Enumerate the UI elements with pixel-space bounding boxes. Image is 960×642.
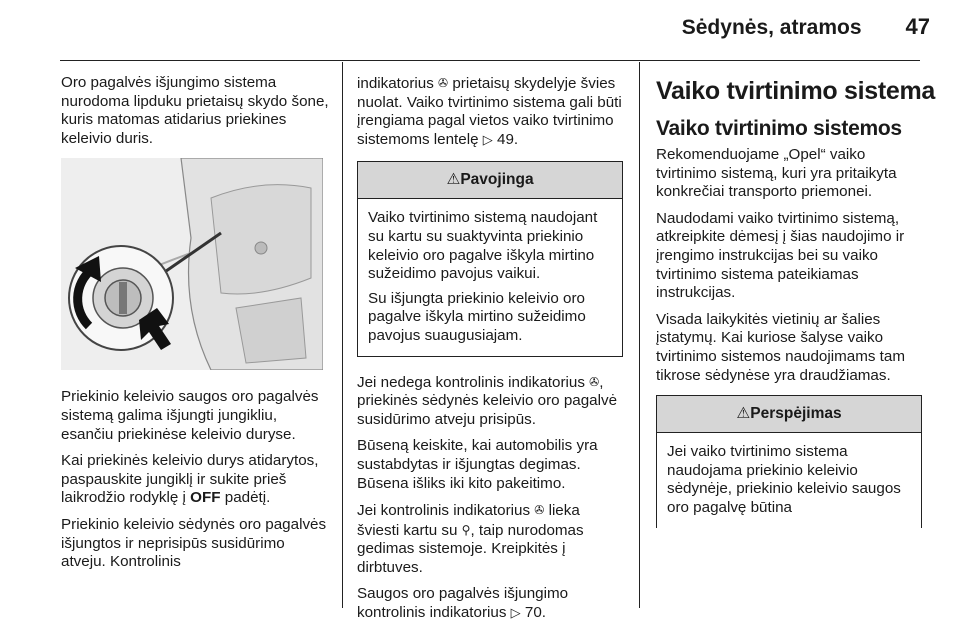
paragraph: indikatorius ✇ prietaisų skydelyje švies nuolat. Vaiko tvirtinimo sistema gali būti įrengiama pagal vietos vaiko tvirtinimo sistemoms lentelę ▷ 49. bbox=[357, 75, 622, 148]
column-divider-2 bbox=[639, 62, 640, 608]
paragraph: Jei kontrolinis indikatorius ✇ lieka šviesti kartu su ⚲, taip nurodomas gedimas sistemoje. Kreipkitės į dirbtuves. bbox=[357, 502, 584, 576]
warning-triangle-icon: ⚠ bbox=[446, 171, 461, 189]
section-heading: Vaiko tvirtinimo sistema bbox=[656, 77, 936, 105]
airbag-off-indicator-icon: ✇ bbox=[589, 374, 600, 389]
paragraph: Priekinio keleivio saugos oro pagalvės sistemą galima išjungti jungikliu, esančiu priekinėse keleivio duryse. bbox=[61, 388, 319, 443]
header-rule bbox=[60, 60, 920, 61]
page-ref-link[interactable]: 70. bbox=[524, 604, 546, 622]
paragraph: Saugos oro pagalvės išjungimo kontrolinis indikatorius ▷ 70. bbox=[357, 585, 569, 622]
paragraph: Naudodami vaiko tvirtinimo sistemą, atkreipkite dėmesį į šias naudojimo ir įrengimo instrukcijas bei su vaiko tvirtinimo sistema pateikiamas instrukcijas. bbox=[656, 209, 905, 302]
off-keyword: OFF bbox=[190, 489, 221, 507]
danger-warning-box bbox=[357, 161, 623, 356]
paragraph: Jei nedega kontrolinis indikatorius ✇, priekinės sėdynės keleivio oro pagalvė susidūrimo atveju prisipūs. bbox=[357, 373, 618, 428]
section-title: Sėdynės, atramos bbox=[681, 16, 862, 39]
paragraph: Jei vaiko tvirtinimo sistema naudojama priekinio keleivio sėdynėje, priekinio keleivio saugos oro pagalvę būtina bbox=[667, 443, 901, 516]
page-ref-link[interactable]: 49. bbox=[497, 130, 519, 148]
page-ref-arrow-icon: ▷ bbox=[510, 605, 521, 621]
subsection-heading: Vaiko tvirtinimo sistemos bbox=[656, 117, 902, 140]
paragraph: Rekomenduojame „Opel“ vaiko tvirtinimo sistemą, kuri yra pritaikyta konkrečiai transporto priemonei. bbox=[656, 146, 897, 201]
caution-box bbox=[656, 395, 922, 527]
warning-body bbox=[358, 199, 622, 355]
airbag-off-indicator-icon: ✇ bbox=[534, 503, 545, 518]
column-3 bbox=[656, 76, 936, 544]
warning-title: ⚠Pavojinga bbox=[358, 162, 622, 199]
warning-triangle-icon: ⚠ bbox=[736, 405, 751, 423]
column-2 bbox=[357, 74, 623, 631]
page-number: 47 bbox=[905, 14, 930, 39]
page-ref-arrow-icon: ▷ bbox=[482, 131, 493, 147]
caution-title: ⚠Perspėjimas bbox=[657, 396, 921, 433]
airbag-indicator-icon: ⚲ bbox=[461, 522, 471, 537]
paragraph: Su išjungta priekinio keleivio oro pagalve iškyla mirtino sužeidimo pavojus suaugusiajam. bbox=[368, 289, 586, 344]
paragraph: Kai priekinės keleivio durys atidarytos, paspauskite jungiklį ir sukite prieš laikrodžio rodyklę į OFF padėtį. bbox=[61, 452, 319, 507]
paragraph: Būseną keiskite, kai automobilis yra sustabdytas ir išjungtas degimas. Būsena išliks iki kito pakeitimo. bbox=[357, 437, 598, 492]
airbag-off-indicator-icon: ✇ bbox=[438, 76, 449, 90]
paragraph: Priekinio keleivio sėdynės oro pagalvės išjungtos ir neprisipūs susidūrimo atveju. Kontrolinis bbox=[61, 515, 327, 571]
column-divider-1 bbox=[342, 62, 343, 608]
door-airbag-switch-drawing bbox=[61, 158, 323, 370]
page-header bbox=[682, 14, 930, 46]
door-switch-illustration bbox=[61, 158, 323, 370]
paragraph: Oro pagalvės išjungimo sistema nurodoma lipduku prietaisų skydo šone, kuris matomas atidarius priekines keleivio duris. bbox=[61, 74, 329, 147]
paragraph: Visada laikykitės vietinių ar šalies įstatymų. Kai kuriose šalyse vaiko tvirtinimo sistemos naudojimams tam tikrose sėdynėse yra draudžiamas. bbox=[656, 310, 905, 384]
column-1 bbox=[61, 74, 331, 580]
paragraph: Vaiko tvirtinimo sistemą naudojant su kartu su suaktyvinta priekinio keleivio oro pagalve iškyla mirtino sužeidimo pavojus vaikui. bbox=[368, 209, 598, 283]
caution-body bbox=[657, 433, 921, 527]
